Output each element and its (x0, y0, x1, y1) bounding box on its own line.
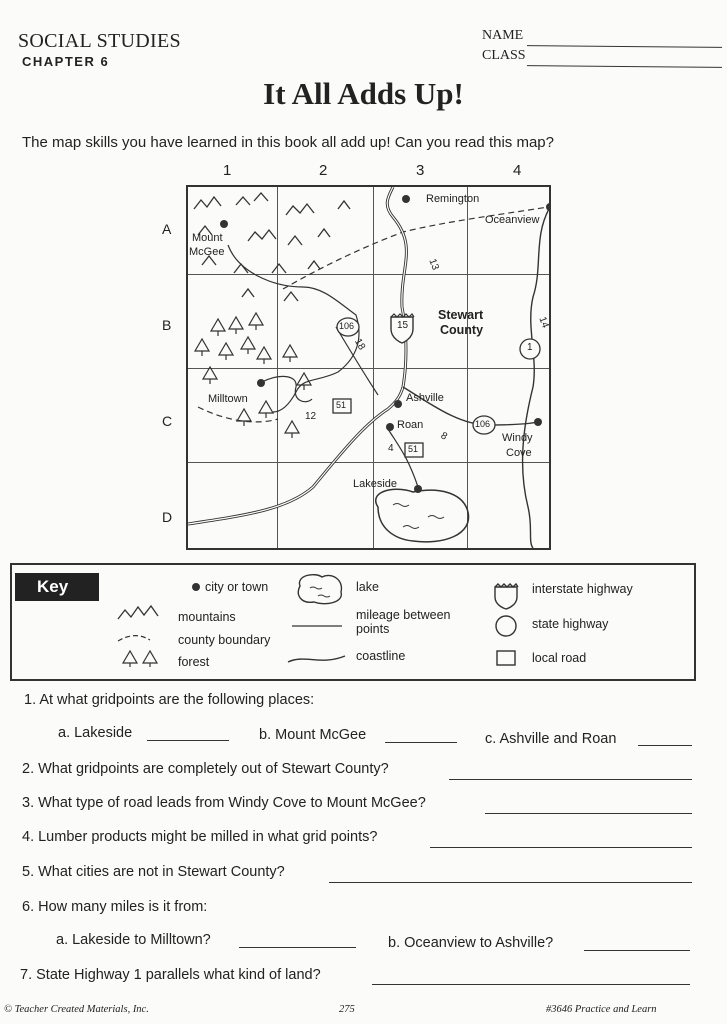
row-label-c: C (162, 413, 173, 429)
local-51-label: 51 (336, 400, 347, 410)
intro-text: The map skills you have learned in this book all add up! Can you read this map? (22, 134, 554, 151)
place-mount-mcgee-line1: Mount (192, 232, 223, 244)
key-coastline-label: coastline (356, 649, 406, 663)
chapter-heading: CHAPTER 6 (22, 54, 110, 69)
question-1b: b. Mount McGee (259, 727, 367, 743)
question-4: 4. Lumber products might be milled in what grid points? (22, 829, 378, 845)
worksheet-title: It All Adds Up! (263, 76, 464, 111)
mileage-14: 14 (536, 315, 551, 330)
mileage-13: 13 (426, 257, 441, 272)
mileage-8: 8 (438, 430, 449, 443)
city-dot-icon (192, 583, 200, 591)
row-label-d: D (162, 509, 173, 525)
local-road-icon (497, 651, 515, 665)
place-milltown: Milltown (208, 393, 248, 405)
key-label: Key (15, 573, 99, 601)
row-label-b: B (162, 317, 172, 333)
key-mountains-label: mountains (178, 610, 236, 624)
footer-page-number: 275 (339, 1004, 355, 1015)
place-lakeside: Lakeside (353, 478, 398, 490)
state-1-label: 1 (527, 342, 533, 353)
subject-heading: SOCIAL STUDIES (18, 30, 181, 52)
key-forest-label: forest (178, 655, 210, 669)
question-7: 7. State Highway 1 parallels what kind of land? (20, 967, 321, 983)
key-local-road-label: local road (532, 651, 587, 665)
place-windy-cove-line1: Windy (502, 432, 533, 444)
state-106-label: 106 (339, 321, 355, 331)
key-interstate-label: interstate highway (532, 582, 633, 596)
place-windy-cove-line2: Cove (506, 447, 532, 459)
answer-line-6a[interactable] (239, 947, 356, 948)
mileage-18: 18 (352, 336, 368, 353)
key-lake-label: lake (356, 580, 379, 594)
interstate-shield-icon (495, 584, 518, 609)
row-label-a: A (162, 221, 172, 237)
place-stewart-line2: County (440, 323, 484, 337)
answer-line-6b[interactable] (584, 950, 690, 951)
place-ashville: Ashville (406, 392, 444, 404)
question-2: 2. What gridpoints are completely out of Stewart County? (22, 761, 389, 777)
mileage-4: 4 (388, 443, 394, 454)
answer-line-1c[interactable] (638, 745, 692, 746)
footer-copyright: © Teacher Created Materials, Inc. (4, 1004, 149, 1015)
answer-line-1a[interactable] (147, 740, 229, 741)
column-label-2: 2 (319, 162, 328, 179)
mountains-icon (118, 606, 158, 619)
county-boundary-icon (118, 636, 150, 641)
key-mileage-label-line1: mileage between (356, 608, 451, 622)
answer-line-4[interactable] (430, 847, 692, 848)
question-6b: b. Oceanview to Ashville? (388, 935, 554, 951)
state-106-label: 106 (475, 419, 491, 429)
key-county-boundary-label: county boundary (178, 633, 271, 647)
column-label-4: 4 (513, 162, 522, 179)
class-label: CLASS (482, 48, 526, 63)
question-1c: c. Ashville and Roan (485, 731, 617, 747)
answer-line-3[interactable] (485, 813, 692, 814)
mileage-12: 12 (305, 411, 317, 422)
footer-publication: #3646 Practice and Learn (546, 1004, 657, 1015)
key-city-label: city or town (205, 580, 269, 594)
coastline-icon (288, 656, 345, 662)
forest-icon (123, 651, 157, 667)
name-label: NAME (482, 28, 524, 43)
answer-line-5[interactable] (329, 882, 692, 883)
answer-line-2[interactable] (449, 779, 692, 780)
interstate-15-label: 15 (397, 320, 409, 331)
state-highway-icon (496, 616, 516, 636)
column-label-3: 3 (416, 162, 425, 179)
question-6a: a. Lakeside to Milltown? (56, 932, 211, 948)
place-mount-mcgee-line2: McGee (189, 246, 225, 258)
answer-line-1b[interactable] (385, 742, 457, 743)
column-label-1: 1 (223, 162, 232, 179)
answer-line-7[interactable] (372, 984, 690, 985)
question-3: 3. What type of road leads from Windy Cove to Mount McGee? (22, 795, 426, 811)
question-6: 6. How many miles is it from: (22, 899, 208, 915)
question-1: 1. At what gridpoints are the following places: (24, 692, 315, 708)
place-roan: Roan (397, 419, 424, 431)
place-stewart-line1: Stewart (438, 308, 484, 322)
key-mileage-label-line2: points (356, 622, 390, 636)
question-1a: a. Lakeside (58, 725, 133, 741)
place-remington: Remington (426, 193, 480, 205)
key-state-highway-label: state highway (532, 617, 609, 631)
local-51-label: 51 (408, 444, 419, 454)
place-oceanview: Oceanview (485, 214, 540, 226)
question-5: 5. What cities are not in Stewart County? (22, 864, 285, 880)
